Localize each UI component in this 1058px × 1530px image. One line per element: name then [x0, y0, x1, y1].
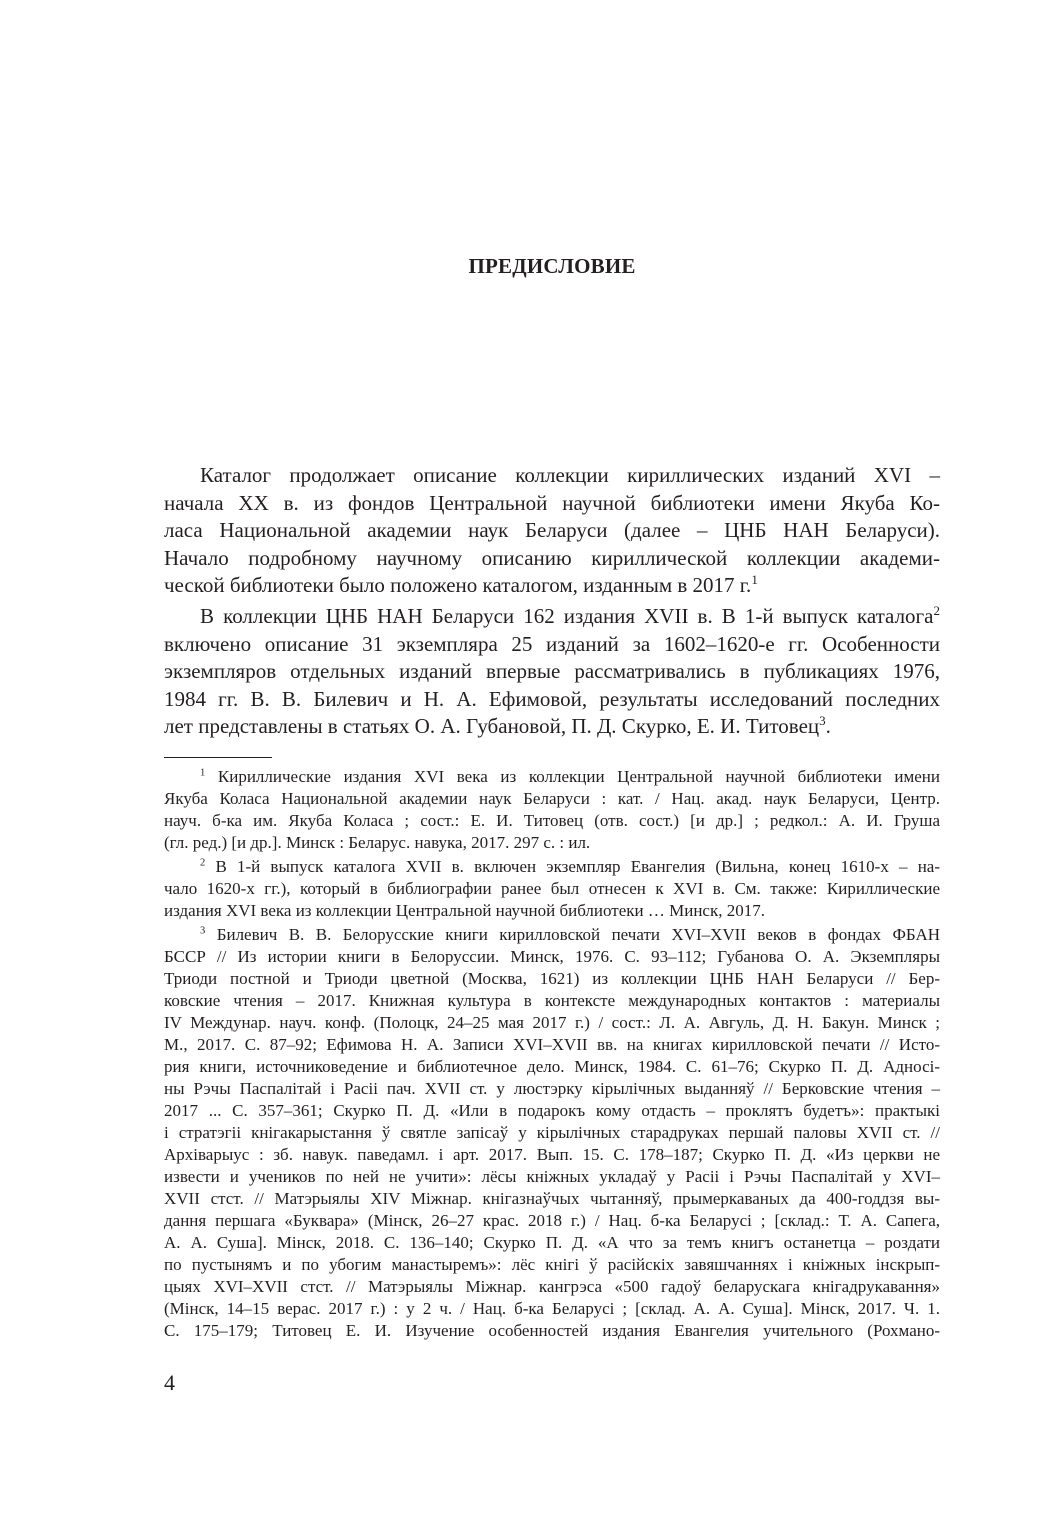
footnote-separator [164, 757, 272, 758]
footnote-3-line: извести и учеников по ней не учити»: лёсы кніжных укладаў у Расіі і Рэчы Паспалітай у XVI– [164, 1167, 940, 1186]
footnote-3-line: цыях XVI–XVII стст. // Матэрыялы Міжнар. кангрэса «500 гадоў беларускага кнігадрукавання» [164, 1277, 940, 1296]
footnote-1-line: $^1$ Кириллические издания XVI века из коллекции Центральной научной библиотеки имени [200, 767, 941, 786]
footnote-marker: 2 [200, 857, 206, 869]
footnote-1-line: (гл. ред.) [и др.]. Минск : Беларус. навука, 2017. 297 с. : ил. [164, 833, 591, 852]
footnote-ref[interactable]: 1 [751, 572, 758, 587]
paragraph-2-line: В коллекции ЦНБ НАН Беларуси 162 издания XVII в. В 1-й выпуск каталога$^2$ [200, 603, 940, 628]
footnote-1-line: Якуба Коласа Национальной академии наук Беларуси : кат. / Нац. акад. наук Беларуси, Центр. [164, 789, 940, 808]
paragraph-1-line: начала XX в. из фондов Центральной научной библиотеки имени Якуба Ко- [164, 491, 940, 515]
footnote-3-line: БССР // Из истории книги в Белоруссии. Минск, 1976. С. 93–112; Губанова О. А. Экземпляры [164, 947, 940, 966]
footnote-marker: 3 [200, 925, 206, 937]
footnote-3-line: по пустынямъ и по убогим манастыремъ»: лёс кнігі ў расійскіх завяшчаннях і кніжных інскрып- [164, 1255, 940, 1274]
footnote-3-line: ны Рэчы Паспалітай і Расіі пач. XVII ст. у люстэрку кірылічных выданняў // Берковские чтения – [164, 1079, 940, 1098]
page-title: ПРЕДИСЛОВИЕ [468, 254, 636, 278]
page-number: 4 [164, 1370, 175, 1395]
paragraph-2-line: экземпляров отдельных изданий впервые рассматривались в публикациях 1976, [164, 659, 940, 683]
footnote-3-line: Архіварыус : зб. навук. паведамл. і арт. 2017. Вып. 15. С. 178–187; Скурко П. Д. «Из церкви не [164, 1145, 940, 1164]
footnote-3-line: XVII стст. // Матэрыялы XIV Міжнар. кнігазнаўчых чытанняў, прымеркаваных да 400-годдзя вы- [164, 1189, 940, 1208]
footnote-2-line: издания XVI века из коллекции Центральной научной библиотеки … Минск, 2017. [164, 901, 765, 920]
footnote-3-line: дання першага «Буквара» (Мінск, 26–27 крас. 2018 г.) / Нац. б-ка Беларусі ; [склад.: Т. А. Сапега, [164, 1211, 940, 1230]
paragraph-2-line: лет представлены в статьях О. А. Губановой, П. Д. Скурко, Е. И. Титовец$^3$. [164, 713, 831, 738]
paragraph-2-line: включено описание 31 экземпляра 25 изданий за 1602–1620-е гг. Особенности [164, 632, 940, 656]
footnote-marker: 1 [200, 767, 206, 779]
paragraph-1-line: ческой библиотеки было положено каталогом, изданным в 2017 г.$^1$ [164, 572, 758, 597]
footnote-3-line: А. А. Суша]. Мінск, 2018. С. 136–140; Скурко П. Д. «А что за темъ книгъ останетца – роздати [164, 1233, 940, 1252]
footnote-3-line: (Мінск, 14–15 верас. 2017 г.) : у 2 ч. / Нац. б-ка Беларусі ; [склад. А. А. Суша]. Мінск, 2017. Ч. 1. [164, 1299, 940, 1318]
paragraph-1-line: Каталог продолжает описание коллекции кириллических изданий XVI – [200, 463, 940, 487]
footnote-3-line: С. 175–179; Титовец Е. И. Изучение особенностей издания Евангелия учительного (Рохмано- [164, 1321, 940, 1340]
footnote-3-line: М., 2017. С. 87–92; Ефимова Н. А. Записи XVI–XVII вв. на книгах кирилловской печати // Исто- [164, 1035, 940, 1054]
footnote-ref[interactable]: 3 [819, 713, 826, 728]
footnote-3-line: $^3$ Билевич В. В. Белорусские книги кирилловской печати XVI–XVII веков в фондах ФБАН [200, 925, 941, 944]
footnote-3-line: і стратэгіі кнігакарыстання ў святле запісаў у кірылічных старадруках першай паловы XVII ст. // [164, 1123, 940, 1142]
footnote-3-line: рия книги, источниковедение и библиотечное дело. Минск, 1984. С. 61–76; Скурко П. Д. Адносі- [164, 1057, 940, 1076]
footnote-3-line: 2017 ... С. 357–361; Скурко П. Д. «Или в подарокъ кому отдасть – проклятъ будетъ»: практыкі [164, 1101, 940, 1120]
paragraph-2-line: 1984 гг. В. В. Билевич и Н. А. Ефимовой, результаты исследований последних [164, 687, 940, 711]
paragraph-1-line: Начало подробному научному описанию кириллической коллекции академи- [164, 546, 940, 570]
footnote-ref[interactable]: 2 [933, 603, 940, 618]
footnote-3-line: ковские чтения – 2017. Книжная культура в контексте международных контактов : материалы [164, 991, 940, 1010]
footnote-2-line: чало 1620-х гг.), который в библиографии ранее был отнесен к XVI в. См. также: Кириллические [164, 879, 940, 898]
footnote-1-line: науч. б-ка им. Якуба Коласа ; сост.: Е. И. Титовец (отв. сост.) [и др.] ; редкол.: А. И. Груша [164, 811, 940, 830]
footnote-2-line: $^2$ В 1-й выпуск каталога XVII в. включен экземпляр Евангелия (Вильна, конец 1610-х – на- [200, 857, 940, 876]
paragraph-1-line: ласа Национальной академии наук Беларуси (далее – ЦНБ НАН Беларуси). [164, 518, 940, 542]
footnote-3-line: Триоди постной и Триоди цветной (Москва, 1621) из коллекции ЦНБ НАН Беларуси // Бер- [164, 969, 940, 988]
footnote-3-line: IV Междунар. науч. конф. (Полоцк, 24–25 мая 2017 г.) / сост.: Л. А. Авгуль, Д. Н. Бакун. Минск ; [164, 1013, 940, 1032]
